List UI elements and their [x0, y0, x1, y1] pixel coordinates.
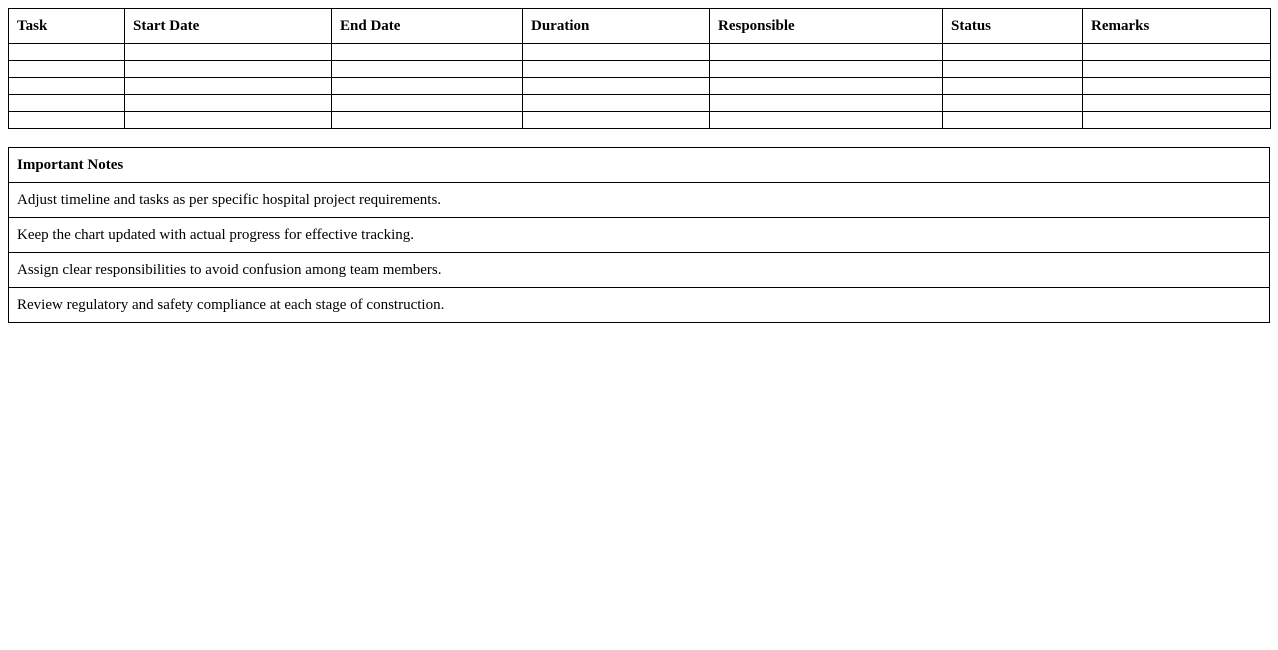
- note-item: Keep the chart updated with actual progress for effective tracking.: [9, 218, 1270, 253]
- column-header-task: Task: [9, 9, 125, 44]
- table-cell: [9, 61, 125, 78]
- note-row: [9, 183, 1270, 218]
- table-row: [9, 44, 1271, 61]
- table-cell: [332, 44, 523, 61]
- note-item: Review regulatory and safety compliance at each stage of construction.: [9, 288, 1270, 323]
- note-row: [9, 253, 1270, 288]
- column-header-duration: Duration: [523, 9, 710, 44]
- note-item: Assign clear responsibilities to avoid confusion among team members.: [9, 253, 1270, 288]
- column-header-end-date: End Date: [332, 9, 523, 44]
- table-cell: [710, 44, 943, 61]
- table-cell: [710, 95, 943, 112]
- table-row: [9, 95, 1271, 112]
- table-row: [9, 61, 1271, 78]
- table-row: [9, 112, 1271, 129]
- table-cell: [125, 78, 332, 95]
- table-cell: [710, 61, 943, 78]
- table-cell: [332, 112, 523, 129]
- table-cell: [523, 78, 710, 95]
- task-table: [8, 8, 1271, 129]
- table-cell: [125, 44, 332, 61]
- table-cell: [523, 112, 710, 129]
- important-notes-table: [8, 147, 1270, 323]
- table-cell: [523, 44, 710, 61]
- table-cell: [332, 95, 523, 112]
- table-cell: [1083, 78, 1271, 95]
- table-cell: [710, 78, 943, 95]
- column-header-start-date: Start Date: [125, 9, 332, 44]
- table-cell: [9, 44, 125, 61]
- table-cell: [710, 112, 943, 129]
- table-cell: [943, 112, 1083, 129]
- table-cell: [943, 95, 1083, 112]
- table-cell: [125, 112, 332, 129]
- table-cell: [1083, 112, 1271, 129]
- column-header-remarks: Remarks: [1083, 9, 1271, 44]
- table-cell: [9, 112, 125, 129]
- column-header-status: Status: [943, 9, 1083, 44]
- table-cell: [943, 44, 1083, 61]
- note-item: Adjust timeline and tasks as per specific hospital project requirements.: [9, 183, 1270, 218]
- column-header-responsible: Responsible: [710, 9, 943, 44]
- table-cell: [125, 95, 332, 112]
- table-cell: [1083, 44, 1271, 61]
- table-cell: [1083, 61, 1271, 78]
- table-cell: [332, 61, 523, 78]
- notes-header-row: [9, 148, 1270, 183]
- table-cell: [9, 78, 125, 95]
- table-cell: [943, 61, 1083, 78]
- note-row: [9, 288, 1270, 323]
- document-body: [8, 8, 1270, 323]
- table-cell: [523, 95, 710, 112]
- notes-title: Important Notes: [9, 148, 1270, 183]
- table-cell: [332, 78, 523, 95]
- table-row: [9, 78, 1271, 95]
- table-cell: [523, 61, 710, 78]
- task-table-header-row: [9, 9, 1271, 44]
- table-cell: [125, 61, 332, 78]
- note-row: [9, 218, 1270, 253]
- table-cell: [1083, 95, 1271, 112]
- table-cell: [9, 95, 125, 112]
- table-cell: [943, 78, 1083, 95]
